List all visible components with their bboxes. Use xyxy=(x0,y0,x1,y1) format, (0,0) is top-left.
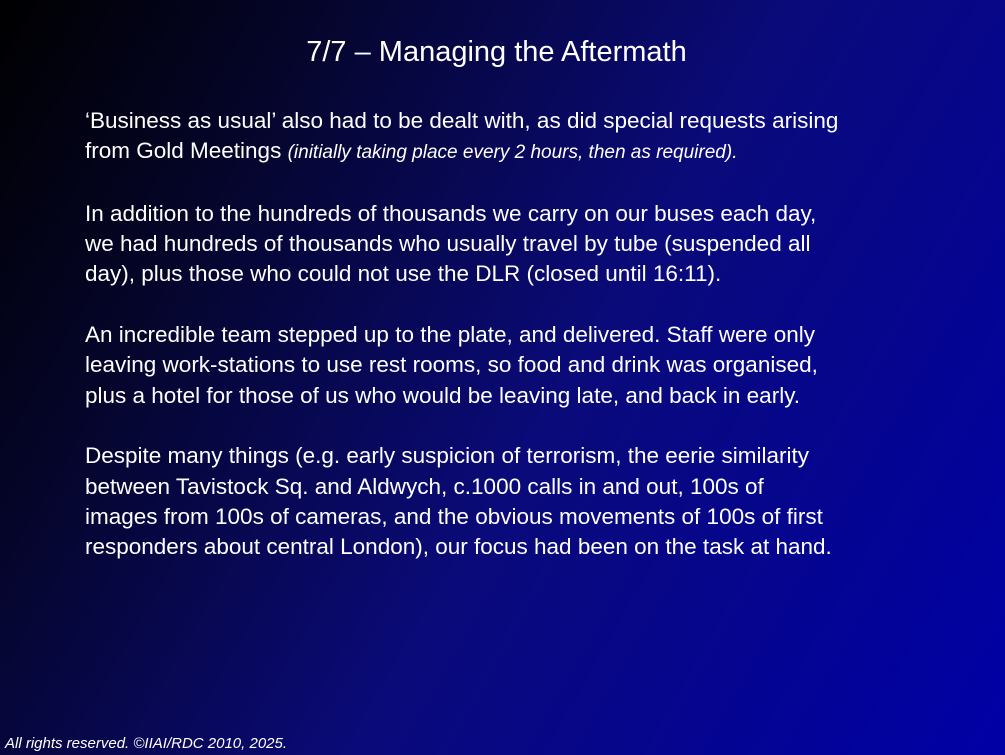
paragraph-line: Despite many things (e.g. early suspicion of terrorism, the eerie similarity xyxy=(85,443,810,469)
paragraph-business-as-usual xyxy=(85,106,945,169)
paragraph-line: between Tavistock Sq. and Aldwych, c.1000 calls in and out, 100s of xyxy=(85,473,764,499)
paragraph-line: responders about central London), our focus had been on the task at hand. xyxy=(85,534,832,560)
slide-title: 7/7 – Managing the Aftermath xyxy=(306,36,687,68)
paragraph-line: leaving work-stations to use rest rooms, so food and drink was organised, xyxy=(85,352,818,378)
paragraph-passengers xyxy=(85,199,945,290)
paragraph-line: In addition to the hundreds of thousands we carry on our buses each day, xyxy=(85,200,817,226)
paragraph-line: we had hundreds of thousands who usually travel by tube (suspended all xyxy=(85,231,811,257)
paragraph-line xyxy=(85,136,945,168)
gold-meetings-text: from Gold Meetings xyxy=(85,138,288,164)
gold-meetings-aside: (initially taking place every 2 hours, then as required) xyxy=(287,142,733,164)
paragraph-line: ‘Business as usual’ also had to be dealt with, as did special requests arising xyxy=(85,108,839,133)
gold-meetings-period: . xyxy=(732,142,738,164)
paragraph-line: An incredible team stepped up to the plate, and delivered. Staff were only xyxy=(85,322,816,348)
paragraph-line: images from 100s of cameras, and the obvious movements of 100s of first xyxy=(85,503,823,529)
paragraph-line: plus a hotel for those of us who would be leaving late, and back in early. xyxy=(85,382,801,408)
paragraph-focus xyxy=(85,441,945,562)
slide-body xyxy=(85,106,945,593)
copyright-footer: All rights reserved. ©IIAI/RDC 2010, 2025. xyxy=(5,735,288,752)
paragraph-line: day), plus those who could not use the DLR (closed until 16:11). xyxy=(85,261,722,287)
paragraph-team xyxy=(85,320,945,411)
